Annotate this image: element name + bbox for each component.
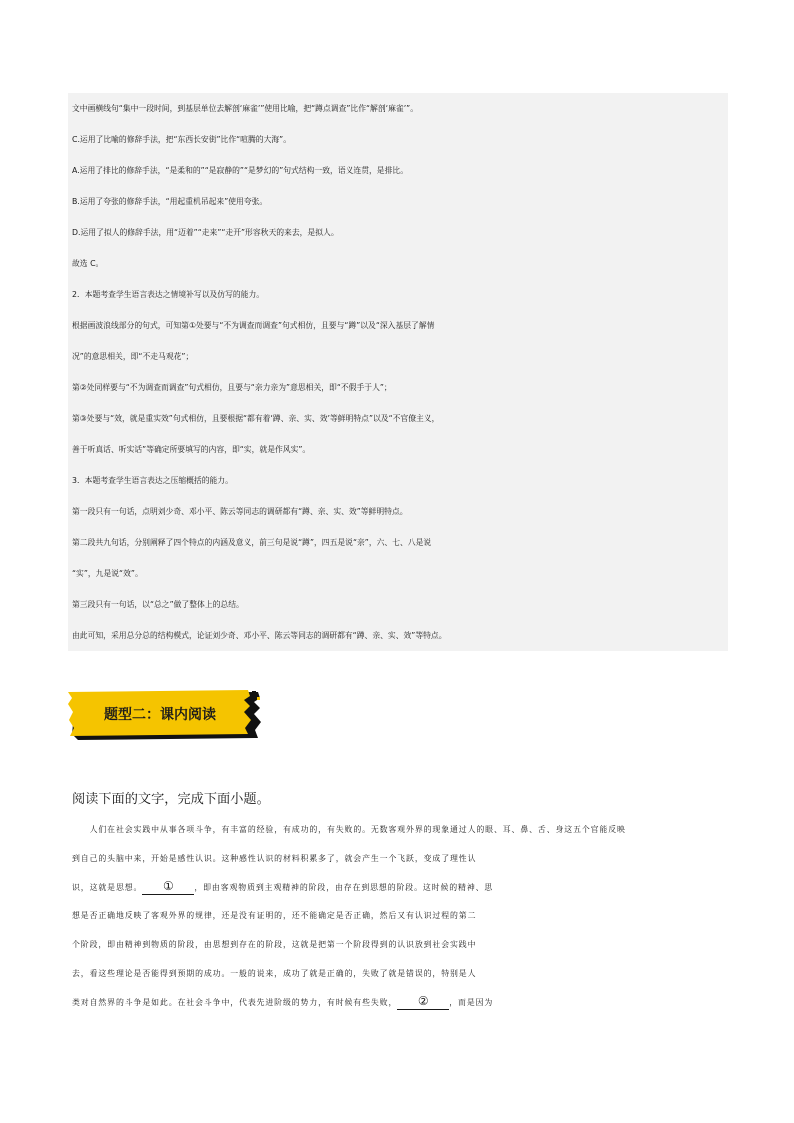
- answer-line: D.运用了拟人的修辞手法，用“迈着”“走来”“走开”形容秋天的来去，是拟人。: [72, 228, 339, 237]
- answer-line: 文中画横线句“集中一段时间，到基层单位去解剖‘麻雀’”使用比喻，把“蹲点调查”比作“解剖‘麻雀’”。: [72, 104, 419, 113]
- answer-line: A.运用了排比的修辞手法，“是柔和的”“是寂静的”“是梦幻的”句式结构一致，语义连贯，是排比。: [72, 166, 408, 175]
- fill-blank-2[interactable]: ②: [397, 993, 449, 1010]
- fill-blank-1[interactable]: ①: [142, 878, 194, 895]
- answer-line: 故选 C。: [72, 259, 104, 268]
- answer-line: 由此可知，采用总分总的结构模式，论证刘少奇、邓小平、陈云等同志的调研都有“蹲、亲、实、效”等特点。: [72, 631, 447, 640]
- answer-line: 善于听真话、听实话”等确定所要填写的内容，即“实，就是作风实”。: [72, 445, 311, 454]
- answer-line: 第三段只有一句话，以“总之”做了整体上的总结。: [72, 600, 244, 609]
- banner-dot: [252, 691, 256, 695]
- answer-line: 根据画波浪线部分的句式，可知第①处要与“不为调查而调查”句式相仿，且要与“蹲”以及“深入基层了解情: [72, 321, 435, 330]
- answer-line: C.运用了比喻的修辞手法，把“东西长安街”比作“喧腾的大海”。: [72, 135, 291, 144]
- answer-line: 第二段共九句话，分别阐释了四个特点的内涵及意义，前三句是说“蹲”，四五是说“亲”，六、七、八是说: [72, 538, 432, 547]
- passage-line: 个阶段，即由精神到物质的阶段，由思想到存在的阶段，这就是把第一个阶段得到的认识放到社会实践中: [72, 940, 477, 950]
- answer-line: 第一段只有一句话，点明刘少奇、邓小平、陈云等同志的调研都有“蹲、亲、实、效”等鲜明特点。: [72, 507, 408, 516]
- answer-explanation-block: [68, 93, 728, 651]
- answer-line: “实”，九是说“效”。: [72, 569, 143, 578]
- passage-line: 人们在社会实践中从事各项斗争，有丰富的经验，有成功的，有失败的。无数客观外界的现象通过人的眼、耳、鼻、舌、身这五个官能反映: [89, 825, 626, 834]
- passage-line: 去，看这些理论是否能得到预期的成功。一般的说来，成功了就是正确的，失败了就是错误的，特别是人: [72, 968, 477, 978]
- answer-line: 况”的意思相关，即“不走马观花”；: [72, 352, 194, 361]
- answer-line: 2．本题考查学生语言表达之情境补写以及仿写的能力。: [72, 290, 265, 299]
- answer-line: 第②处同样要与“不为调查而调查”句式相仿，且要与“亲力亲为”意思相关，即“不假手于人”；: [72, 383, 392, 392]
- section-badge: [68, 690, 264, 740]
- passage-line: 到自己的头脑中来，开始是感性认识。这种感性认识的材料积累多了，就会产生一个飞跃，变成了理性认: [72, 853, 477, 863]
- passage-line: 识，这就是思想。 ① ，即由客观物质到主观精神的阶段，由存在到思想的阶段。这时候的精神、思: [72, 878, 494, 893]
- passage-line: 类对自然界的斗争是如此。在社会斗争中，代表先进阶级的势力，有时候有些失败， ② ，而是因为: [72, 993, 494, 1008]
- answer-line: 第③处要与“效，就是重实效”句式相仿，且要根据“都有着‘蹲、亲、实、效’等鲜明特点”以及“不官僚主义，: [72, 414, 440, 423]
- answer-line: B.运用了夸张的修辞手法，“用起重机吊起来”使用夸张。: [72, 197, 268, 206]
- reading-instruction: 阅读下面的文字，完成下面小题。: [72, 792, 270, 807]
- answer-line: 3．本题考查学生语言表达之压缩概括的能力。: [72, 476, 233, 485]
- passage-line: 想是否正确地反映了客观外界的规律，还是没有证明的，还不能确定是否正确，然后又有认识过程的第二: [72, 911, 477, 921]
- banner-dot: [257, 697, 260, 700]
- reading-passage: [72, 816, 724, 1018]
- section-badge-label: 题型二：课内阅读: [104, 707, 216, 723]
